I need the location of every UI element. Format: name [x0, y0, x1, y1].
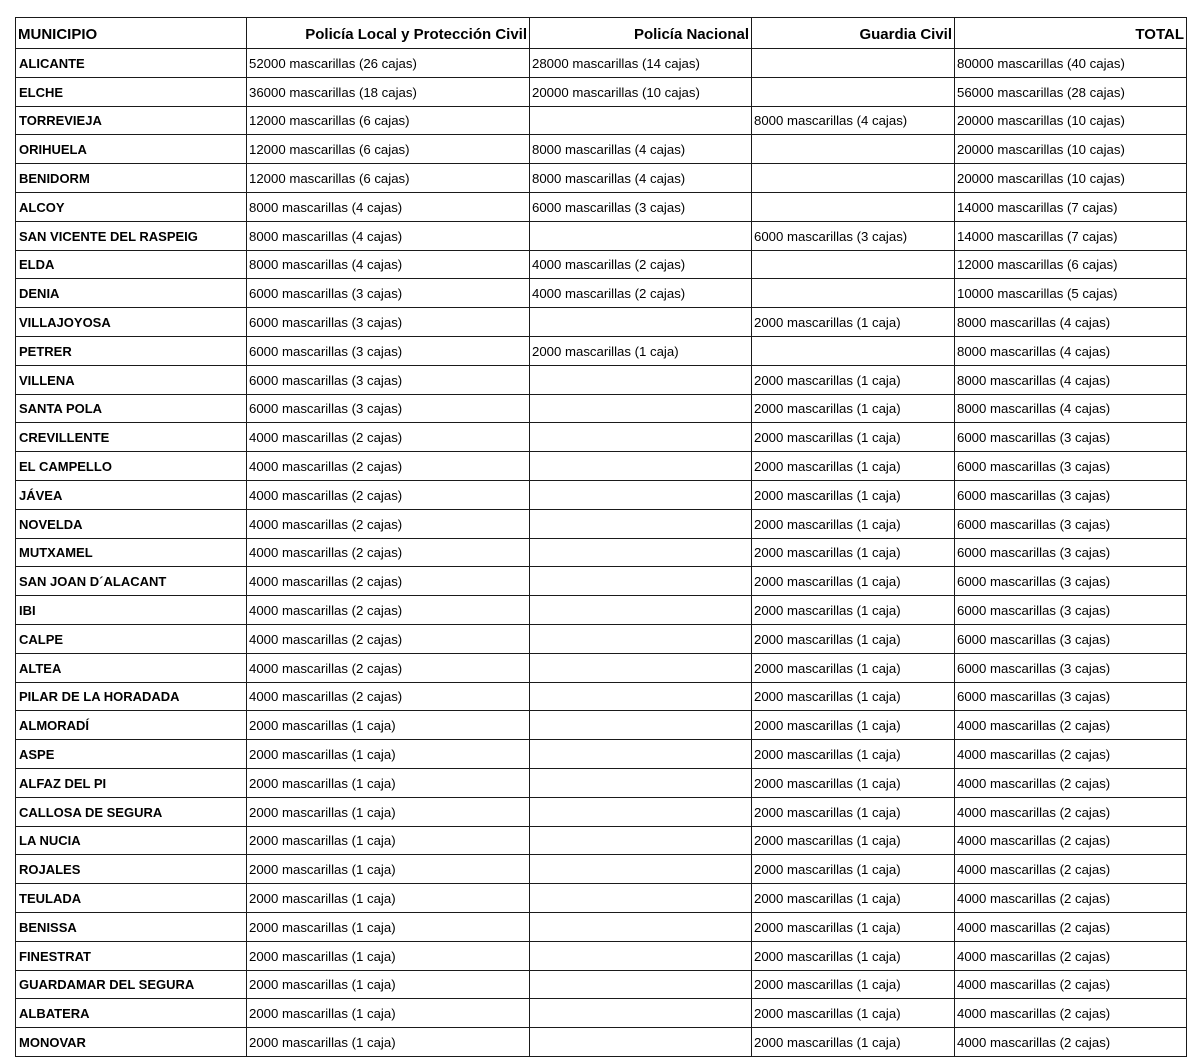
- cell-total: 6000 mascarillas (3 cajas): [955, 480, 1187, 509]
- cell-total: 80000 mascarillas (40 cajas): [955, 49, 1187, 78]
- cell-policia-nacional: [530, 394, 752, 423]
- cell-municipio: ALMORADÍ: [16, 711, 247, 740]
- cell-guardia-civil: [752, 77, 955, 106]
- table-row: [16, 1028, 1187, 1057]
- cell-total: 14000 mascarillas (7 cajas): [955, 221, 1187, 250]
- cell-policia-nacional: [530, 509, 752, 538]
- table-row: [16, 164, 1187, 193]
- cell-policia-nacional: [530, 624, 752, 653]
- cell-policia-local: 6000 mascarillas (3 cajas): [247, 394, 530, 423]
- cell-total: 4000 mascarillas (2 cajas): [955, 826, 1187, 855]
- cell-guardia-civil: [752, 135, 955, 164]
- cell-municipio: ALCOY: [16, 192, 247, 221]
- cell-guardia-civil: 2000 mascarillas (1 caja): [752, 1028, 955, 1057]
- cell-municipio: ASPE: [16, 740, 247, 769]
- table-row: [16, 106, 1187, 135]
- cell-municipio: ELCHE: [16, 77, 247, 106]
- cell-policia-nacional: [530, 740, 752, 769]
- cell-guardia-civil: 2000 mascarillas (1 caja): [752, 567, 955, 596]
- cell-policia-nacional: [530, 567, 752, 596]
- cell-policia-nacional: 8000 mascarillas (4 cajas): [530, 164, 752, 193]
- cell-guardia-civil: 2000 mascarillas (1 caja): [752, 912, 955, 941]
- header-total: TOTAL: [955, 18, 1187, 49]
- cell-policia-nacional: 20000 mascarillas (10 cajas): [530, 77, 752, 106]
- table-row: [16, 941, 1187, 970]
- cell-policia-nacional: [530, 682, 752, 711]
- cell-municipio: VILLENA: [16, 365, 247, 394]
- mask-distribution-table: [15, 17, 1187, 1057]
- table-row: [16, 653, 1187, 682]
- table-body: [16, 49, 1187, 1057]
- cell-municipio: SAN JOAN D´ALACANT: [16, 567, 247, 596]
- table-row: [16, 711, 1187, 740]
- cell-guardia-civil: 2000 mascarillas (1 caja): [752, 480, 955, 509]
- table-row: [16, 221, 1187, 250]
- cell-total: 6000 mascarillas (3 cajas): [955, 509, 1187, 538]
- cell-municipio: CREVILLENTE: [16, 423, 247, 452]
- cell-municipio: ALFAZ DEL PI: [16, 768, 247, 797]
- cell-municipio: CALPE: [16, 624, 247, 653]
- table-row: [16, 538, 1187, 567]
- table-row: [16, 826, 1187, 855]
- table-row: [16, 336, 1187, 365]
- cell-total: 4000 mascarillas (2 cajas): [955, 941, 1187, 970]
- cell-guardia-civil: [752, 164, 955, 193]
- cell-total: 4000 mascarillas (2 cajas): [955, 884, 1187, 913]
- cell-guardia-civil: [752, 192, 955, 221]
- cell-policia-nacional: [530, 941, 752, 970]
- cell-municipio: MONOVAR: [16, 1028, 247, 1057]
- cell-policia-local: 6000 mascarillas (3 cajas): [247, 365, 530, 394]
- cell-policia-local: 4000 mascarillas (2 cajas): [247, 423, 530, 452]
- cell-policia-local: 6000 mascarillas (3 cajas): [247, 336, 530, 365]
- cell-total: 4000 mascarillas (2 cajas): [955, 740, 1187, 769]
- cell-total: 6000 mascarillas (3 cajas): [955, 538, 1187, 567]
- cell-policia-local: 8000 mascarillas (4 cajas): [247, 221, 530, 250]
- cell-guardia-civil: 2000 mascarillas (1 caja): [752, 711, 955, 740]
- cell-guardia-civil: [752, 279, 955, 308]
- cell-guardia-civil: [752, 49, 955, 78]
- cell-policia-local: 2000 mascarillas (1 caja): [247, 711, 530, 740]
- cell-policia-local: 2000 mascarillas (1 caja): [247, 941, 530, 970]
- cell-municipio: EL CAMPELLO: [16, 452, 247, 481]
- cell-total: 4000 mascarillas (2 cajas): [955, 970, 1187, 999]
- cell-guardia-civil: 2000 mascarillas (1 caja): [752, 999, 955, 1028]
- cell-guardia-civil: 2000 mascarillas (1 caja): [752, 423, 955, 452]
- cell-total: 10000 mascarillas (5 cajas): [955, 279, 1187, 308]
- table-row: [16, 884, 1187, 913]
- cell-policia-local: 2000 mascarillas (1 caja): [247, 970, 530, 999]
- table-row: [16, 509, 1187, 538]
- cell-total: 6000 mascarillas (3 cajas): [955, 653, 1187, 682]
- cell-policia-local: 12000 mascarillas (6 cajas): [247, 135, 530, 164]
- cell-policia-nacional: [530, 653, 752, 682]
- cell-municipio: BENIDORM: [16, 164, 247, 193]
- cell-total: 4000 mascarillas (2 cajas): [955, 797, 1187, 826]
- cell-total: 12000 mascarillas (6 cajas): [955, 250, 1187, 279]
- table-header: [16, 18, 1187, 49]
- header-row: [16, 18, 1187, 49]
- cell-municipio: NOVELDA: [16, 509, 247, 538]
- cell-total: 4000 mascarillas (2 cajas): [955, 1028, 1187, 1057]
- cell-policia-nacional: [530, 711, 752, 740]
- cell-policia-nacional: 2000 mascarillas (1 caja): [530, 336, 752, 365]
- cell-guardia-civil: 2000 mascarillas (1 caja): [752, 768, 955, 797]
- cell-guardia-civil: 2000 mascarillas (1 caja): [752, 797, 955, 826]
- cell-municipio: ORIHUELA: [16, 135, 247, 164]
- cell-municipio: TEULADA: [16, 884, 247, 913]
- cell-guardia-civil: 2000 mascarillas (1 caja): [752, 365, 955, 394]
- cell-municipio: ROJALES: [16, 855, 247, 884]
- cell-total: 6000 mascarillas (3 cajas): [955, 452, 1187, 481]
- table-row: [16, 192, 1187, 221]
- cell-municipio: FINESTRAT: [16, 941, 247, 970]
- table-row: [16, 279, 1187, 308]
- cell-policia-nacional: [530, 596, 752, 625]
- table-row: [16, 855, 1187, 884]
- cell-policia-nacional: [530, 423, 752, 452]
- cell-total: 6000 mascarillas (3 cajas): [955, 567, 1187, 596]
- cell-policia-local: 6000 mascarillas (3 cajas): [247, 279, 530, 308]
- cell-policia-local: 6000 mascarillas (3 cajas): [247, 308, 530, 337]
- cell-municipio: GUARDAMAR DEL SEGURA: [16, 970, 247, 999]
- cell-policia-nacional: [530, 826, 752, 855]
- cell-policia-local: 4000 mascarillas (2 cajas): [247, 480, 530, 509]
- cell-policia-nacional: [530, 221, 752, 250]
- header-policia-nacional: Policía Nacional: [530, 18, 752, 49]
- table-row: [16, 365, 1187, 394]
- cell-policia-local: 4000 mascarillas (2 cajas): [247, 509, 530, 538]
- cell-guardia-civil: 2000 mascarillas (1 caja): [752, 653, 955, 682]
- cell-municipio: ELDA: [16, 250, 247, 279]
- cell-policia-local: 4000 mascarillas (2 cajas): [247, 624, 530, 653]
- cell-municipio: SAN VICENTE DEL RASPEIG: [16, 221, 247, 250]
- cell-policia-local: 4000 mascarillas (2 cajas): [247, 567, 530, 596]
- cell-total: 20000 mascarillas (10 cajas): [955, 106, 1187, 135]
- cell-guardia-civil: 6000 mascarillas (3 cajas): [752, 221, 955, 250]
- cell-guardia-civil: [752, 250, 955, 279]
- cell-total: 8000 mascarillas (4 cajas): [955, 336, 1187, 365]
- cell-guardia-civil: 2000 mascarillas (1 caja): [752, 509, 955, 538]
- cell-policia-local: 8000 mascarillas (4 cajas): [247, 250, 530, 279]
- cell-policia-local: 4000 mascarillas (2 cajas): [247, 653, 530, 682]
- cell-policia-nacional: [530, 452, 752, 481]
- cell-policia-local: 2000 mascarillas (1 caja): [247, 855, 530, 884]
- cell-guardia-civil: 2000 mascarillas (1 caja): [752, 682, 955, 711]
- cell-policia-local: 2000 mascarillas (1 caja): [247, 1028, 530, 1057]
- cell-policia-local: 2000 mascarillas (1 caja): [247, 999, 530, 1028]
- cell-policia-nacional: 8000 mascarillas (4 cajas): [530, 135, 752, 164]
- cell-municipio: ALTEA: [16, 653, 247, 682]
- table-row: [16, 135, 1187, 164]
- cell-guardia-civil: 2000 mascarillas (1 caja): [752, 970, 955, 999]
- cell-policia-nacional: 6000 mascarillas (3 cajas): [530, 192, 752, 221]
- cell-municipio: SANTA POLA: [16, 394, 247, 423]
- cell-policia-local: 2000 mascarillas (1 caja): [247, 797, 530, 826]
- cell-total: 8000 mascarillas (4 cajas): [955, 365, 1187, 394]
- cell-policia-nacional: [530, 884, 752, 913]
- cell-municipio: JÁVEA: [16, 480, 247, 509]
- cell-municipio: CALLOSA DE SEGURA: [16, 797, 247, 826]
- table-row: [16, 970, 1187, 999]
- cell-municipio: DENIA: [16, 279, 247, 308]
- cell-municipio: LA NUCIA: [16, 826, 247, 855]
- cell-total: 20000 mascarillas (10 cajas): [955, 135, 1187, 164]
- cell-policia-local: 2000 mascarillas (1 caja): [247, 826, 530, 855]
- cell-policia-local: 52000 mascarillas (26 cajas): [247, 49, 530, 78]
- cell-municipio: PETRER: [16, 336, 247, 365]
- cell-municipio: VILLAJOYOSA: [16, 308, 247, 337]
- cell-policia-nacional: [530, 308, 752, 337]
- cell-total: 4000 mascarillas (2 cajas): [955, 768, 1187, 797]
- cell-municipio: ALBATERA: [16, 999, 247, 1028]
- header-policia-local: Policía Local y Protección Civil: [247, 18, 530, 49]
- cell-total: 4000 mascarillas (2 cajas): [955, 855, 1187, 884]
- cell-policia-nacional: [530, 480, 752, 509]
- cell-policia-nacional: 4000 mascarillas (2 cajas): [530, 250, 752, 279]
- cell-total: 6000 mascarillas (3 cajas): [955, 423, 1187, 452]
- table-row: [16, 624, 1187, 653]
- table-row: [16, 768, 1187, 797]
- cell-total: 56000 mascarillas (28 cajas): [955, 77, 1187, 106]
- cell-guardia-civil: 2000 mascarillas (1 caja): [752, 624, 955, 653]
- cell-guardia-civil: 8000 mascarillas (4 cajas): [752, 106, 955, 135]
- cell-guardia-civil: 2000 mascarillas (1 caja): [752, 941, 955, 970]
- cell-policia-nacional: [530, 538, 752, 567]
- cell-municipio: BENISSA: [16, 912, 247, 941]
- cell-policia-nacional: [530, 365, 752, 394]
- cell-policia-nacional: [530, 797, 752, 826]
- cell-policia-nacional: 28000 mascarillas (14 cajas): [530, 49, 752, 78]
- cell-policia-nacional: [530, 970, 752, 999]
- cell-guardia-civil: 2000 mascarillas (1 caja): [752, 538, 955, 567]
- cell-municipio: PILAR DE LA HORADADA: [16, 682, 247, 711]
- table-row: [16, 308, 1187, 337]
- header-municipio: MUNICIPIO: [16, 18, 247, 49]
- cell-policia-local: 2000 mascarillas (1 caja): [247, 912, 530, 941]
- cell-municipio: ALICANTE: [16, 49, 247, 78]
- cell-policia-local: 2000 mascarillas (1 caja): [247, 768, 530, 797]
- table-row: [16, 480, 1187, 509]
- cell-policia-nacional: 4000 mascarillas (2 cajas): [530, 279, 752, 308]
- cell-policia-local: 12000 mascarillas (6 cajas): [247, 106, 530, 135]
- cell-total: 6000 mascarillas (3 cajas): [955, 596, 1187, 625]
- cell-guardia-civil: 2000 mascarillas (1 caja): [752, 855, 955, 884]
- cell-policia-local: 2000 mascarillas (1 caja): [247, 740, 530, 769]
- cell-policia-local: 2000 mascarillas (1 caja): [247, 884, 530, 913]
- cell-guardia-civil: 2000 mascarillas (1 caja): [752, 826, 955, 855]
- table-row: [16, 77, 1187, 106]
- cell-total: 4000 mascarillas (2 cajas): [955, 999, 1187, 1028]
- header-guardia-civil: Guardia Civil: [752, 18, 955, 49]
- cell-guardia-civil: 2000 mascarillas (1 caja): [752, 394, 955, 423]
- cell-policia-nacional: [530, 1028, 752, 1057]
- table-row: [16, 596, 1187, 625]
- cell-total: 20000 mascarillas (10 cajas): [955, 164, 1187, 193]
- cell-policia-local: 4000 mascarillas (2 cajas): [247, 682, 530, 711]
- table-row: [16, 394, 1187, 423]
- cell-policia-local: 4000 mascarillas (2 cajas): [247, 538, 530, 567]
- table-row: [16, 797, 1187, 826]
- cell-policia-local: 12000 mascarillas (6 cajas): [247, 164, 530, 193]
- table-row: [16, 423, 1187, 452]
- cell-policia-local: 4000 mascarillas (2 cajas): [247, 596, 530, 625]
- cell-guardia-civil: 2000 mascarillas (1 caja): [752, 596, 955, 625]
- cell-guardia-civil: 2000 mascarillas (1 caja): [752, 308, 955, 337]
- cell-guardia-civil: [752, 336, 955, 365]
- table-row: [16, 912, 1187, 941]
- cell-policia-nacional: [530, 106, 752, 135]
- cell-policia-local: 4000 mascarillas (2 cajas): [247, 452, 530, 481]
- cell-policia-nacional: [530, 855, 752, 884]
- table-row: [16, 682, 1187, 711]
- cell-municipio: TORREVIEJA: [16, 106, 247, 135]
- mask-distribution-sheet: [15, 17, 1187, 1057]
- cell-total: 8000 mascarillas (4 cajas): [955, 394, 1187, 423]
- cell-total: 14000 mascarillas (7 cajas): [955, 192, 1187, 221]
- cell-policia-nacional: [530, 768, 752, 797]
- cell-municipio: IBI: [16, 596, 247, 625]
- cell-policia-nacional: [530, 912, 752, 941]
- table-row: [16, 250, 1187, 279]
- cell-guardia-civil: 2000 mascarillas (1 caja): [752, 740, 955, 769]
- cell-total: 6000 mascarillas (3 cajas): [955, 624, 1187, 653]
- table-row: [16, 567, 1187, 596]
- cell-guardia-civil: 2000 mascarillas (1 caja): [752, 452, 955, 481]
- table-row: [16, 49, 1187, 78]
- cell-policia-local: 36000 mascarillas (18 cajas): [247, 77, 530, 106]
- table-row: [16, 740, 1187, 769]
- cell-total: 4000 mascarillas (2 cajas): [955, 912, 1187, 941]
- cell-total: 4000 mascarillas (2 cajas): [955, 711, 1187, 740]
- cell-policia-local: 8000 mascarillas (4 cajas): [247, 192, 530, 221]
- cell-guardia-civil: 2000 mascarillas (1 caja): [752, 884, 955, 913]
- cell-total: 8000 mascarillas (4 cajas): [955, 308, 1187, 337]
- table-row: [16, 452, 1187, 481]
- table-row: [16, 999, 1187, 1028]
- cell-municipio: MUTXAMEL: [16, 538, 247, 567]
- cell-total: 6000 mascarillas (3 cajas): [955, 682, 1187, 711]
- cell-policia-nacional: [530, 999, 752, 1028]
